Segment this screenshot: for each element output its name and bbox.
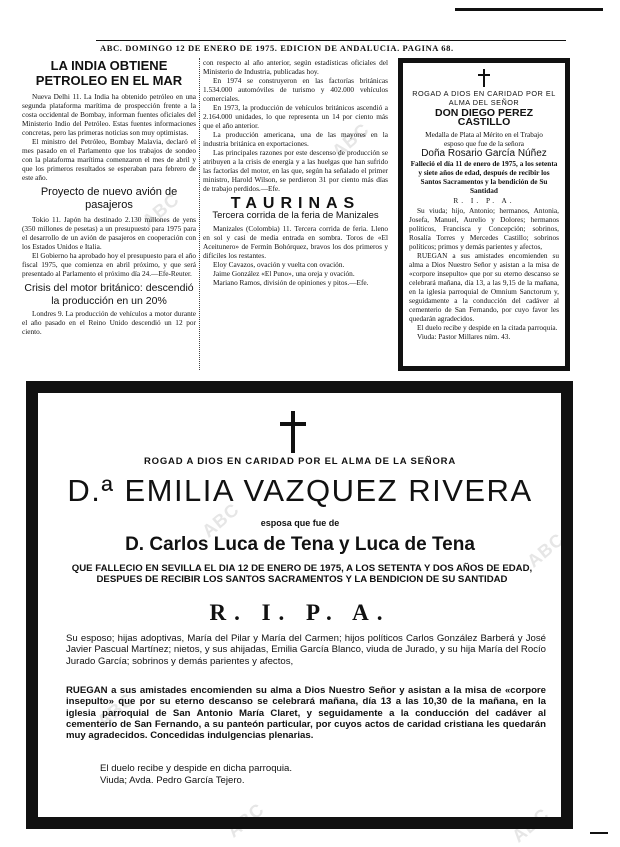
obituary-small-medal: Medalla de Plata al Mérito en el Trabajo — [425, 130, 543, 139]
obituary-small-ripa: R. I. P. A. — [453, 196, 515, 205]
article-paragraph: Tokio 11. Japón ha destinado 2.130 millones de yens (350 millones de pesetas) a un presupuesto para 1975 para el desarrollo de un avión de pasajeros en cooperación con los Estados Unidos e Italia. — [22, 215, 196, 251]
article-paragraph: con respecto al año anterior, según estadísticas oficiales del Ministerio de Industria, publicadas hoy. — [203, 58, 388, 76]
watermark: ABC — [508, 803, 554, 847]
article-column-india — [22, 58, 196, 370]
obituary-small-spouse-intro: esposo que fue de la señora — [443, 139, 525, 148]
corner-mark — [590, 832, 608, 834]
column-separator — [199, 58, 200, 370]
article-paragraph: Jaime González «El Puno», una oreja y ovación. — [213, 269, 355, 278]
watermark: ABC — [223, 798, 269, 842]
header-rule — [96, 40, 566, 41]
obituary-small-name: DON DIEGO PEREZ CASTILLO — [434, 107, 533, 128]
article-paragraph: Las principales razones por este descenso de producción se atribuyen a la crisis de energía y a las huelgas que han sufrido las factorías del motor, en las que, según ha señalado el primer ministro, Harold Wilson, se perdieron 31 por ciento más días de trabajo perdidos.—Efe. — [203, 148, 388, 193]
obituary-small-died: Falleció el día 11 de enero de 1975, a los setenta y siete años de edad, después de recibir los Santos Sacramentos y la bendición de Su Santidad — [410, 159, 558, 195]
obituary-large-esposa: esposa que fue de — [260, 518, 340, 528]
obituary-small-spouse: Doña Rosario García Núñez — [421, 148, 547, 159]
obituary-small-rogad: ROGAD A DIOS EN CARIDAD POR EL ALMA DEL SEÑOR — [412, 89, 556, 107]
taurinas-heading: TAURINAS — [230, 195, 361, 212]
article-paragraph: El Gobierno ha aprobado hoy el presupuesto para el año fiscal 1975, que comienza en abril próximo, y que será presentado al Parlamento el próximo día 24.—Efe-Reuter. — [22, 251, 196, 278]
obituary-large-died: QUE FALLECIO EN SEVILLA EL DIA 12 DE ENERO DE 1975, A LOS SETENTA Y DOS AÑOS DE EDAD, DESPUES DE RECIBIR LOS SANTOS SACRAMENTOS Y LA BENDICION DE SU SANTIDAD — [71, 563, 533, 585]
obituary-small-family: Su viuda; hijo, Antonio; hermanos, Antonia, Josefa, Manuel, Aurelio y Dolores; hermanos políticos, Francisca y Concepción; sobrinos, Rosalía Torres y Mercedes Castillo; sobrinos políticos; primos y demás parientes y afectos, — [409, 206, 559, 251]
cross-icon — [477, 69, 491, 87]
obituary-small-duelo: El duelo recibe y despide en la citada parroquia. — [417, 323, 558, 332]
watermark: ABC — [523, 528, 569, 572]
article-subtitle-avion: Proyecto de nuevo avión de pasajeros — [40, 186, 178, 211]
taurinas-subtitle: Tercera corrida de la feria de Manizales — [212, 210, 379, 221]
article-column-motor-taurinas — [203, 58, 388, 370]
watermark: ABC — [93, 688, 139, 732]
obituary-small-ruegan: RUEGAN a sus amistades encomienden su alma a Dios Nuestro Señor y asistan a la misa de «corpore insepulto» que por su eterno descanso se celebrará mañana, día 13, a las 9,15 de la mañana, en la iglesia parroquial de Omnium Sanctorum y, seguidamente a la conducción del cadáver al cementerio de San Fernando, por cuyo favor les quedarán agradecidos. — [409, 251, 559, 323]
article-paragraph: Eloy Cavazos, ovación y vuelta con ovación. — [213, 260, 345, 269]
article-paragraph: Nueva Delhi 11. La India ha obtenido petróleo en una segunda plataforma marítima de prospección frente a la costa occidental de Bombay, informan fuentes oficiales del Ministerio Indio del Petróleo. Estas fuentes informaciones concretas, pero las primeras noticias son muy optimistas. — [22, 92, 196, 137]
obituary-large-address: Viuda; Avda. Pedro García Tejero. — [100, 774, 245, 786]
watermark: ABC — [138, 188, 184, 232]
top-right-rule — [455, 8, 603, 11]
article-subtitle-motor: Crisis del motor británico: descendió la producción en un 20% — [24, 282, 194, 307]
obituary-large-ruegan: RUEGAN a sus amistades encomienden su alma a Dios Nuestro Señor y asistan a la misa de «corpore insepulto» que por su eterno descanso se celebrará mañana, día 13 a las 10,30 de la mañana, en la iglesia parroquial de San Antonio María Claret, y seguidamente a la conducción del cadáver al cementerio de San Fernando, a su panteón particular, por cuyos actos de caridad cristiana les quedarán muy agradecidos. Concedidas indulgencias plenarias. — [66, 685, 546, 742]
obituary-large-husband: D. Carlos Luca de Tena y Luca de Tena — [125, 534, 475, 555]
running-head: ABC. DOMINGO 12 DE ENERO DE 1975. EDICION DE ANDALUCIA. PAGINA 68. — [100, 43, 454, 53]
obituary-large-duelo-block — [100, 763, 520, 786]
article-paragraph: La producción americana, una de las mayores en la industria británica en exportaciones. — [203, 130, 388, 148]
obituary-small-address: Viuda: Pastor Millares núm. 43. — [417, 332, 511, 341]
obituary-small — [398, 58, 570, 371]
article-title-india: LA INDIA OBTIENE PETROLEO EN EL MAR — [35, 58, 183, 88]
article-paragraph: Mariano Ramos, división de opiniones y pitos.—Efe. — [213, 278, 369, 287]
watermark: ABC — [198, 498, 244, 542]
obituary-large-family: Su esposo; hijas adoptivas, María del Pilar y María del Carmen; hijos políticos Carlos González Barberá y José Javier Pascual Martínez; nietos, y sus ahijadas, Emilia García Blanco, viuda de Jurado, y su hija María del Rocío Jurado García; sobrinos y demás parientes y afectos, — [66, 633, 546, 667]
article-paragraph: Londres 9. La producción de vehículos a motor durante el año pasado en el Reino Unido descendió un 12 por ciento. — [22, 309, 196, 336]
article-paragraph: Manizales (Colombia) 11. Tercera corrida de feria. Lleno en sol y casi de media entrada en sombra. Toros de «El Aceitunero» de Fermín Bohórquez, bravos los dos primeros y difíciles los restantes. — [203, 224, 388, 260]
obituary-large-duelo: El duelo recibe y despide en dicha parroquia. — [100, 763, 293, 774]
article-paragraph: El ministro del Petróleo, Bombay Malavia, declaró el mes pasado en el Parlamento que los trabajos de sondeo con la plataforma marítima comenzaron el mes de abril y que los primeros resultados se esperaban para febrero de este año. — [22, 137, 196, 182]
obituary-large-ripa: R. I. P. A. — [209, 600, 391, 625]
obituary-large-rogad: ROGAD A DIOS EN CARIDAD POR EL ALMA DE LA SEÑORA — [144, 456, 456, 467]
watermark: ABC — [328, 118, 374, 162]
cross-icon — [280, 411, 306, 453]
obituary-large-name: D.ª EMILIA VAZQUEZ RIVERA — [67, 473, 533, 508]
article-paragraph: En 1973, la producción de vehículos británicos ascendió a 2.164.000 unidades, lo que representa un 14 por ciento más que el año anterior. — [203, 103, 388, 130]
article-paragraph: En 1974 se construyeron en las factorías británicas 1.534.000 automóviles de turismo y 402.000 vehículos comerciales. — [203, 76, 388, 103]
